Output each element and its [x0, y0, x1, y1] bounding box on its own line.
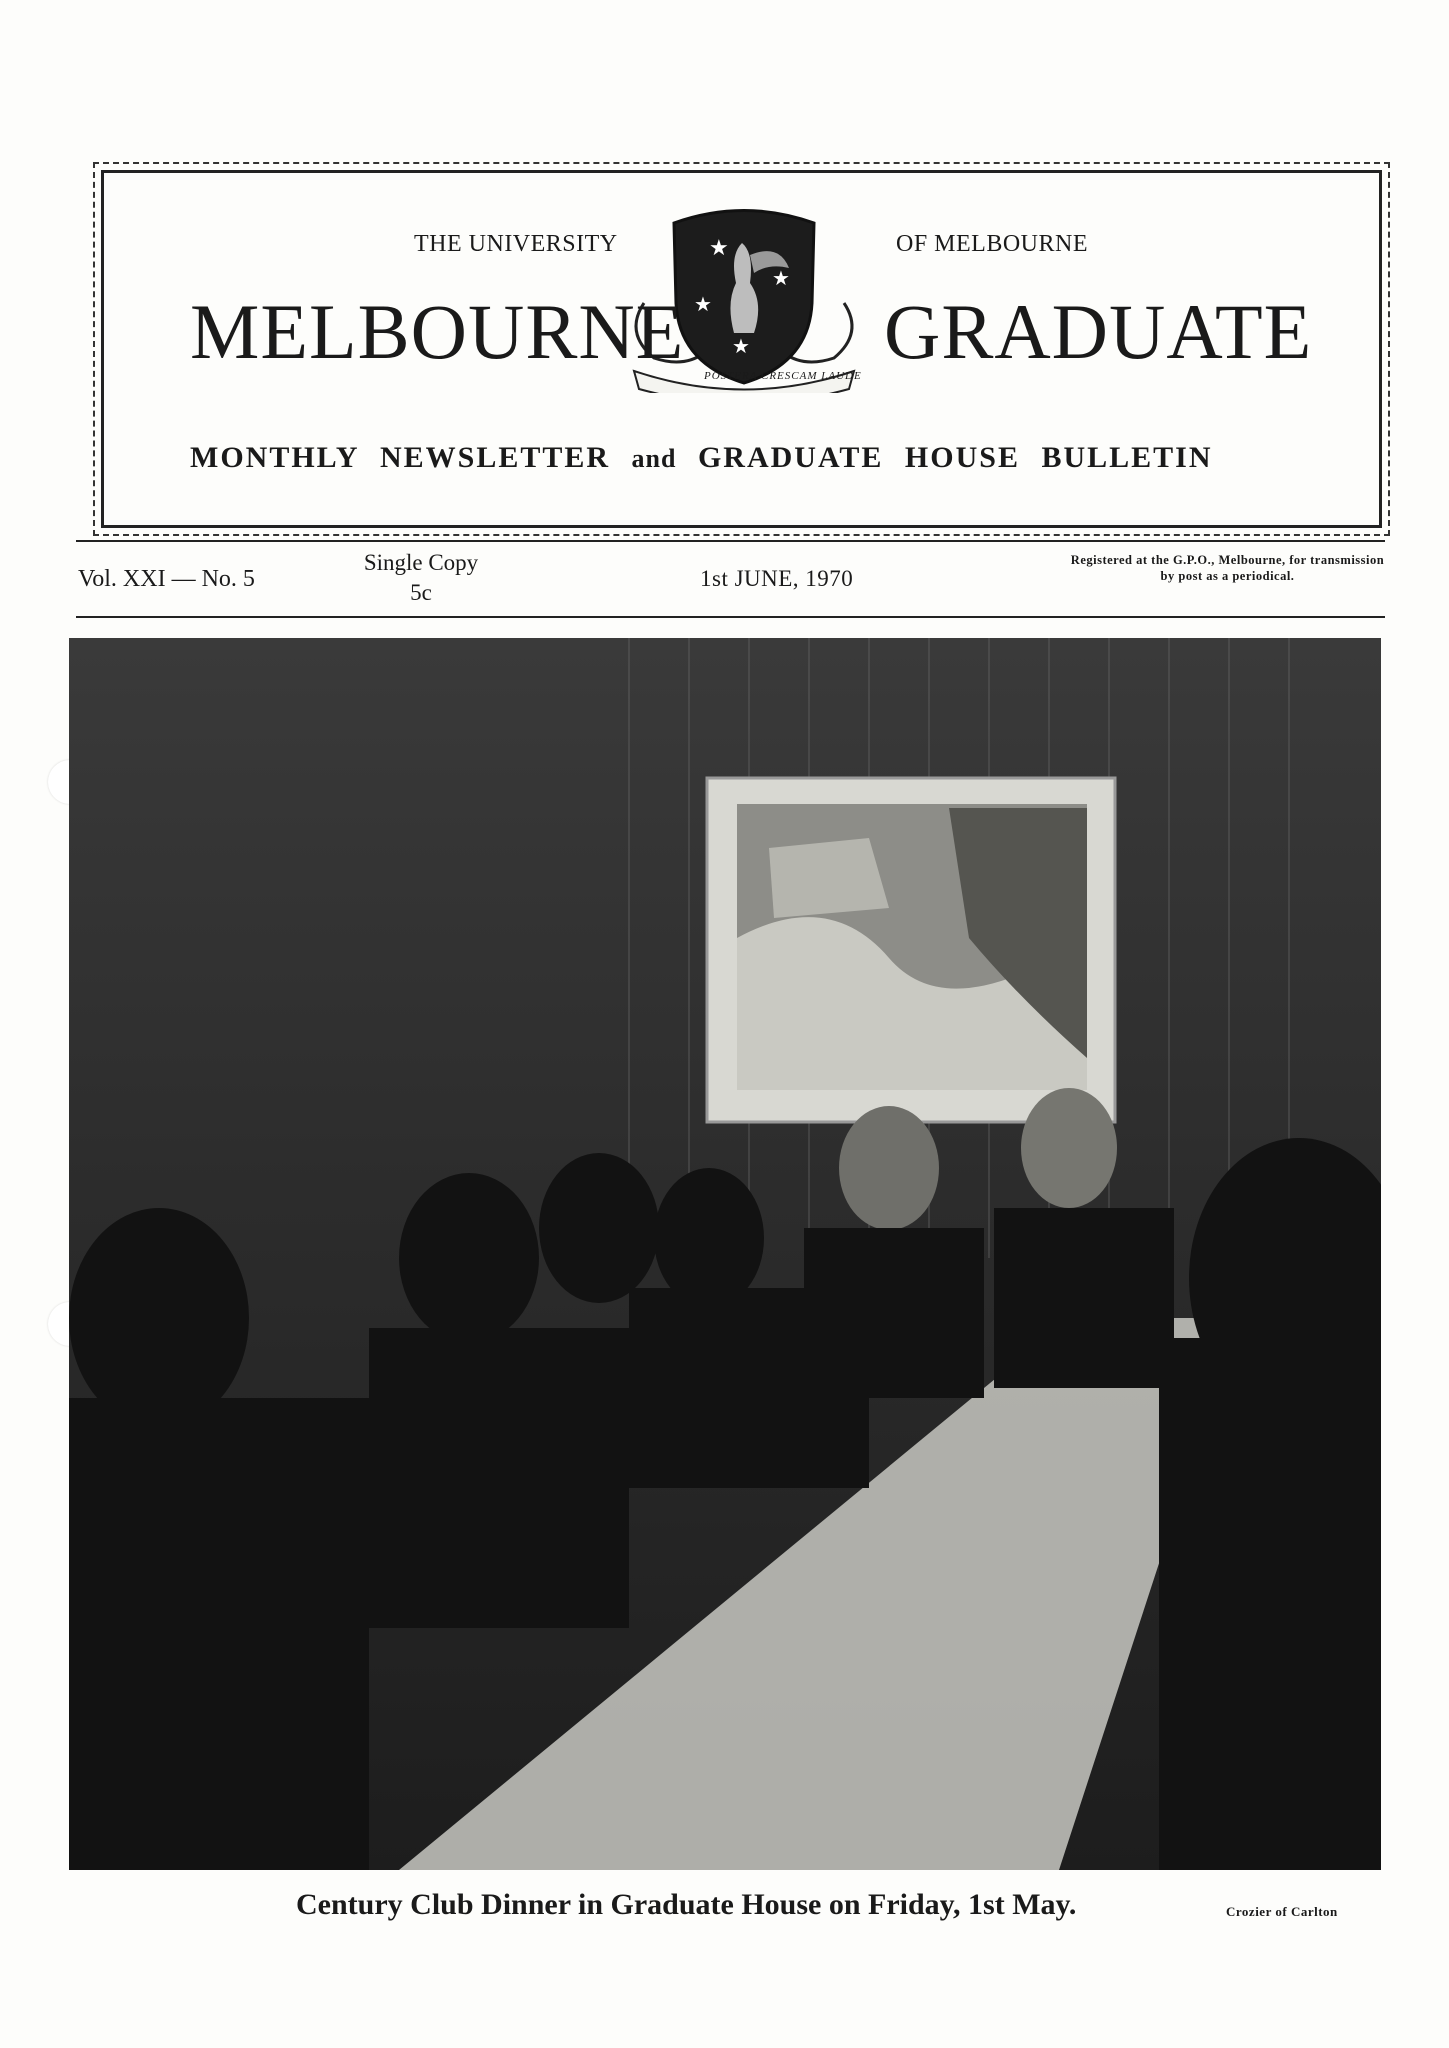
photo-caption: Century Club Dinner in Graduate House on Friday, 1st May. — [296, 1888, 1077, 1921]
masthead-title-graduate: GRADUATE — [884, 288, 1313, 375]
strapline-newsletter: MONTHLY NEWSLETTER — [190, 441, 611, 474]
guest-center-1 — [839, 1106, 939, 1230]
guest-left-3 — [539, 1153, 659, 1303]
photo-illustration — [69, 638, 1381, 1870]
dinner-photograph — [69, 638, 1381, 1870]
issue-date: 1st JUNE, 1970 — [700, 566, 854, 591]
issue-info-bar — [76, 540, 1385, 618]
masthead-melbourne-line: OF MELBOURNE — [896, 231, 1089, 257]
masthead — [101, 170, 1382, 528]
single-copy-label: Single Copy — [363, 550, 479, 575]
guest-left-2 — [399, 1173, 539, 1343]
svg-text:★: ★ — [772, 266, 790, 290]
guest-left-1 — [69, 1208, 249, 1428]
svg-text:★: ★ — [709, 236, 729, 261]
svg-text:★: ★ — [732, 334, 750, 358]
price-value: 5c — [410, 580, 432, 605]
single-copy-price — [356, 548, 486, 608]
photo-credit: Crozier of Carlton — [1226, 1904, 1338, 1919]
volume-number: Vol. XXI — No. 5 — [78, 566, 255, 592]
registration-notice: Registered at the G.P.O., Melbourne, for transmission by post as a periodical. — [1070, 553, 1385, 583]
crest-motto: POSTERA CRESCAM LAUDE — [704, 370, 862, 382]
svg-text:★: ★ — [694, 292, 712, 316]
masthead-strapline — [190, 441, 1213, 475]
strapline-and: and — [631, 444, 677, 473]
masthead-university-line: THE UNIVERSITY — [414, 231, 618, 257]
masthead-title-melbourne: MELBOURNE — [190, 288, 685, 375]
guest-center-2 — [1021, 1088, 1117, 1208]
guest-left-4 — [654, 1168, 764, 1308]
strapline-bulletin: GRADUATE HOUSE BULLETIN — [697, 441, 1213, 474]
